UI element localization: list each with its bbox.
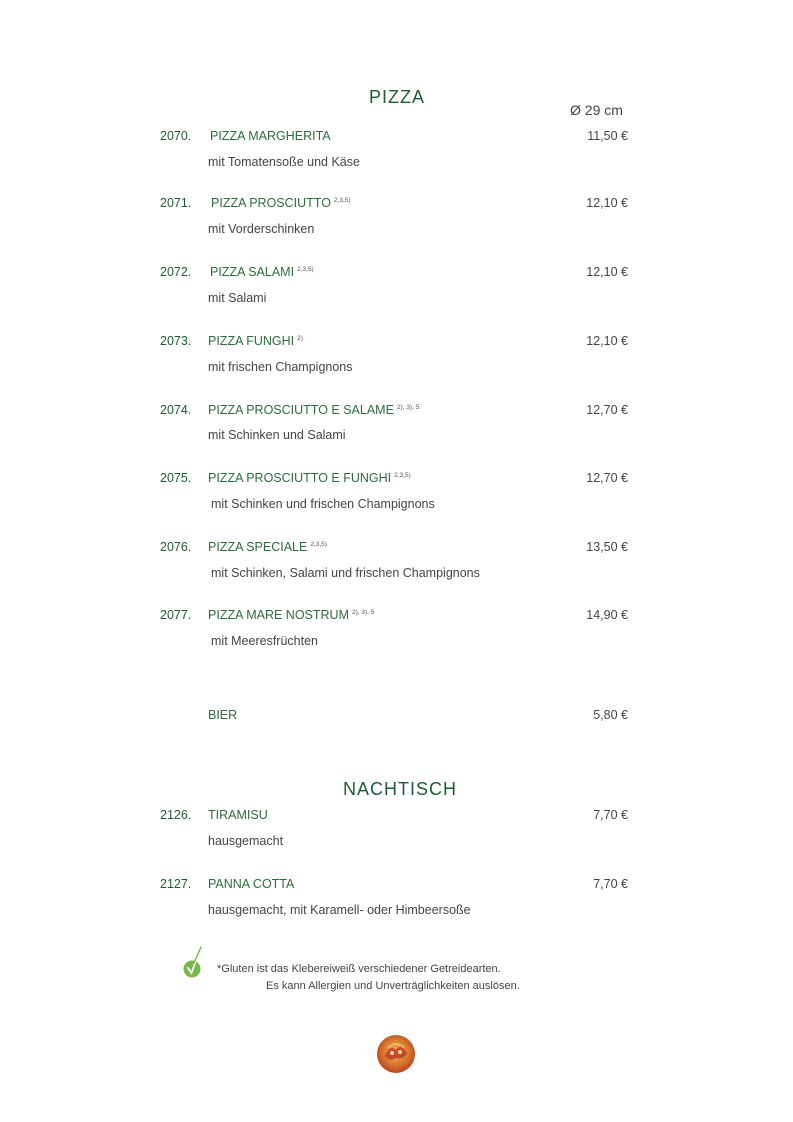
item-description: hausgemacht, mit Karamell- oder Himbeersoße	[208, 903, 471, 917]
item-name: PIZZA PROSCIUTTO E FUNGHI $^{2,3,5)}$	[208, 471, 411, 485]
item-number: 2075.	[160, 471, 192, 485]
item-number: 2070.	[160, 129, 192, 143]
item-number: 2076.	[160, 540, 192, 554]
item-name: PIZZA PROSCIUTTO $^{2,3,5)}$	[211, 196, 351, 210]
item-price: 7,70 €	[593, 808, 628, 822]
item-name: PANNA COTTA	[208, 877, 295, 891]
item-price: 13,50 €	[586, 540, 628, 554]
item-name: PIZZA MARE NOSTRUM $^{2), 3), 5}$	[208, 608, 375, 622]
item-number: 2126.	[160, 808, 192, 822]
dessert-heading: NACHTISCH	[343, 779, 458, 799]
allergen-note: 2), 3), 5	[351, 609, 375, 616]
item-description: hausgemacht	[208, 834, 284, 848]
item-price: 12,10 €	[586, 265, 628, 279]
allergen-note: 2,3,5)	[297, 266, 314, 273]
item-price: 14,90 €	[586, 608, 628, 622]
item-number: 2072.	[160, 265, 192, 279]
gluten-footnote-line2: Es kann Allergien und Unverträglichkeiten auslösen.	[266, 980, 520, 992]
item-name: PIZZA PROSCIUTTO E SALAME $^{2), 3), 5}$	[208, 403, 420, 417]
item-description: mit Schinken und Salami	[208, 428, 346, 442]
gluten-footnote-line1: *Gluten ist das Klebereiweiß verschiedener Getreidearten.	[217, 963, 501, 975]
gluten-check-icon	[182, 945, 204, 979]
item-price: 12,70 €	[586, 403, 628, 417]
item-description: mit frischen Champignons	[208, 360, 353, 374]
item-number: 2071.	[160, 196, 192, 210]
item-description: mit Tomatensoße und Käse	[208, 155, 360, 169]
allergen-note: 2,3,5)	[394, 472, 411, 479]
item-description: mit Schinken, Salami und frischen Champignons	[211, 566, 480, 580]
item-price: 7,70 €	[593, 877, 628, 891]
item-price: 11,50 €	[587, 129, 628, 143]
pizza-size-note: Ø 29 cm	[570, 102, 623, 118]
item-number: 2077.	[160, 608, 192, 622]
item-number: 2127.	[160, 877, 192, 891]
item-name: PIZZA SALAMI $^{2,3,5)}$	[210, 265, 314, 279]
item-name: PIZZA SPECIALE $^{2,3,5)}$	[208, 540, 327, 554]
beer-price: 5,80 €	[593, 708, 628, 722]
allergen-note: 2), 3), 5	[396, 404, 420, 411]
item-price: 12,10 €	[586, 334, 628, 348]
item-price: 12,10 €	[586, 196, 628, 210]
item-price: 12,70 €	[586, 471, 628, 485]
restaurant-logo-icon	[376, 1034, 416, 1074]
item-description: mit Salami	[208, 291, 267, 305]
allergen-note: 2,3,5)	[333, 197, 351, 204]
item-number: 2074.	[160, 403, 192, 417]
allergen-note: 2,3,5)	[310, 541, 327, 548]
pizza-heading: PIZZA	[369, 87, 426, 107]
item-description: mit Schinken und frischen Champignons	[211, 497, 435, 511]
item-name: PIZZA FUNGHI $^{2)}$	[208, 334, 303, 348]
item-name: TIRAMISU	[208, 808, 268, 822]
item-name: PIZZA MARGHERITA	[210, 129, 331, 143]
item-number: 2073.	[160, 334, 192, 348]
item-description: mit Vorderschinken	[208, 222, 315, 236]
allergen-note: 2)	[297, 335, 303, 342]
beer-name: BIER	[208, 708, 238, 722]
item-description: mit Meeresfrüchten	[211, 634, 318, 648]
